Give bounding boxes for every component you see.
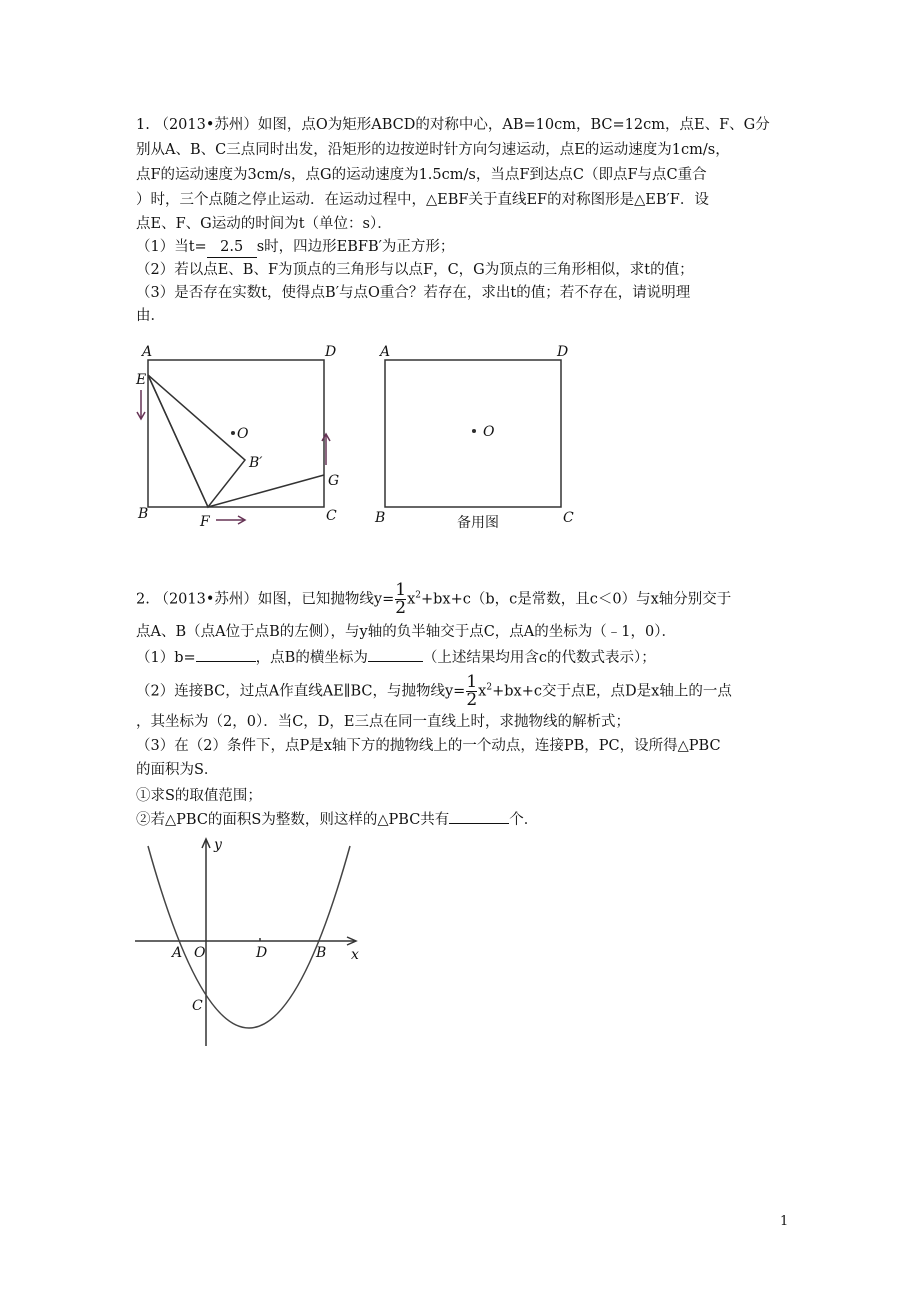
label-x: x: [351, 947, 359, 963]
text: （2）连接BC，过点A作直线AE∥BC，与抛物线y=: [136, 683, 466, 700]
figure-2: [135, 839, 356, 1046]
label-E: E: [136, 372, 147, 388]
q1-part3-cont: 由．: [136, 308, 165, 324]
text: x: [478, 683, 487, 700]
fraction: [466, 674, 477, 709]
text: ②若△PBC的面积S为整数，则这样的△PBC共有: [136, 812, 450, 828]
q1-line: 点E、F、G运动的时间为t（单位：s）．: [136, 216, 392, 232]
label-A: A: [172, 945, 183, 961]
answer-blank: [368, 661, 423, 662]
numerator: 1: [466, 672, 478, 692]
text: +bx+c交于点E，点D是x轴上的一点: [492, 683, 732, 700]
label-D: D: [557, 344, 569, 360]
figure-caption: 备用图: [457, 515, 499, 531]
q1-line: ）时，三个点随之停止运动．在运动过程中，△EBF关于直线EF的对称图形是△EB′F．设: [136, 192, 709, 208]
exponent: 2: [486, 682, 493, 693]
page-number: 1: [780, 1214, 789, 1229]
q2-part1: [136, 648, 656, 668]
text: s时，四边形EBFB′为正方形；: [256, 239, 455, 255]
q2-line: 的面积为S．: [136, 762, 219, 778]
denominator: 2: [466, 690, 478, 710]
text: ，点B的横坐标为: [255, 650, 368, 666]
label-A: A: [142, 344, 153, 360]
text: （1）b=: [136, 650, 196, 666]
label-G: G: [328, 473, 340, 489]
text: （1）当t=: [136, 239, 207, 255]
answer-blank: [196, 661, 256, 662]
q1-line: 点F的运动速度为3cm/s，点G的运动速度为1.5cm/s，当点F到达点C（即点F与点C重合: [136, 167, 707, 183]
exponent: 2: [415, 590, 421, 601]
q1-part2: （2）若以点E、B、F为顶点的三角形与以点F，C，G为顶点的三角形相似，求t的值；: [136, 262, 694, 278]
label-B-prime: B′: [249, 455, 263, 471]
numerator: 1: [395, 580, 407, 600]
label-D: D: [256, 945, 268, 961]
text: x: [407, 591, 416, 608]
q2-line: [136, 582, 731, 617]
text: 个．: [509, 812, 539, 828]
label-O: O: [194, 945, 206, 961]
q1-line: 别从A、B、C三点同时出发，沿矩形的边按逆时针方向匀速运动，点E的运动速度为1cm/s，: [136, 142, 730, 158]
label-y: y: [214, 837, 222, 853]
label-C: C: [563, 510, 574, 526]
label-D: D: [325, 344, 337, 360]
answer-blank: 2.5: [207, 237, 257, 258]
label-F: F: [200, 514, 210, 530]
text: +bx+c（b，c是常数，且c＜0）与x轴分别交于: [421, 591, 732, 608]
label-C: C: [192, 998, 203, 1014]
label-O: O: [483, 424, 495, 440]
q2-part2: [136, 674, 732, 709]
q2-line: ，其坐标为（2，0）．当C，D，E三点在同一直线上时，求抛物线的解析式；: [136, 714, 631, 730]
q2-sub1: ①求S的取值范围；: [136, 788, 262, 804]
figure-1: [137, 360, 330, 524]
q1-part3: （3）是否存在实数t，使得点B′与点O重合？若存在，求出t的值；若不存在，请说明理: [136, 285, 691, 301]
q2-sub2: [136, 810, 538, 830]
answer-blank: [449, 823, 509, 824]
label-C: C: [326, 508, 337, 524]
label-B: B: [375, 510, 386, 526]
label-A: A: [380, 344, 391, 360]
label-O: O: [237, 426, 249, 442]
figure-1-spare: [385, 360, 561, 507]
denominator: 2: [395, 598, 407, 618]
text: 2. （2013•苏州）如图，已知抛物线y=: [136, 591, 395, 608]
fraction: [395, 582, 406, 617]
q1-line: 1. （2013•苏州）如图，点O为矩形ABCD的对称中心，AB=10cm，BC=12cm，点E、F、G分: [136, 117, 770, 133]
q2-line: 点A、B（点A位于点B的左侧），与y轴的负半轴交于点C，点A的坐标为（﹣1，0）．: [136, 624, 676, 640]
label-B: B: [316, 945, 327, 961]
q2-part3: （3）在（2）条件下，点P是x轴下方的抛物线上的一个动点，连接PB，PC，设所得△PBC: [136, 738, 721, 754]
label-B: B: [138, 506, 149, 522]
text: （上述结果均用含c的代数式表示）；: [422, 650, 656, 666]
